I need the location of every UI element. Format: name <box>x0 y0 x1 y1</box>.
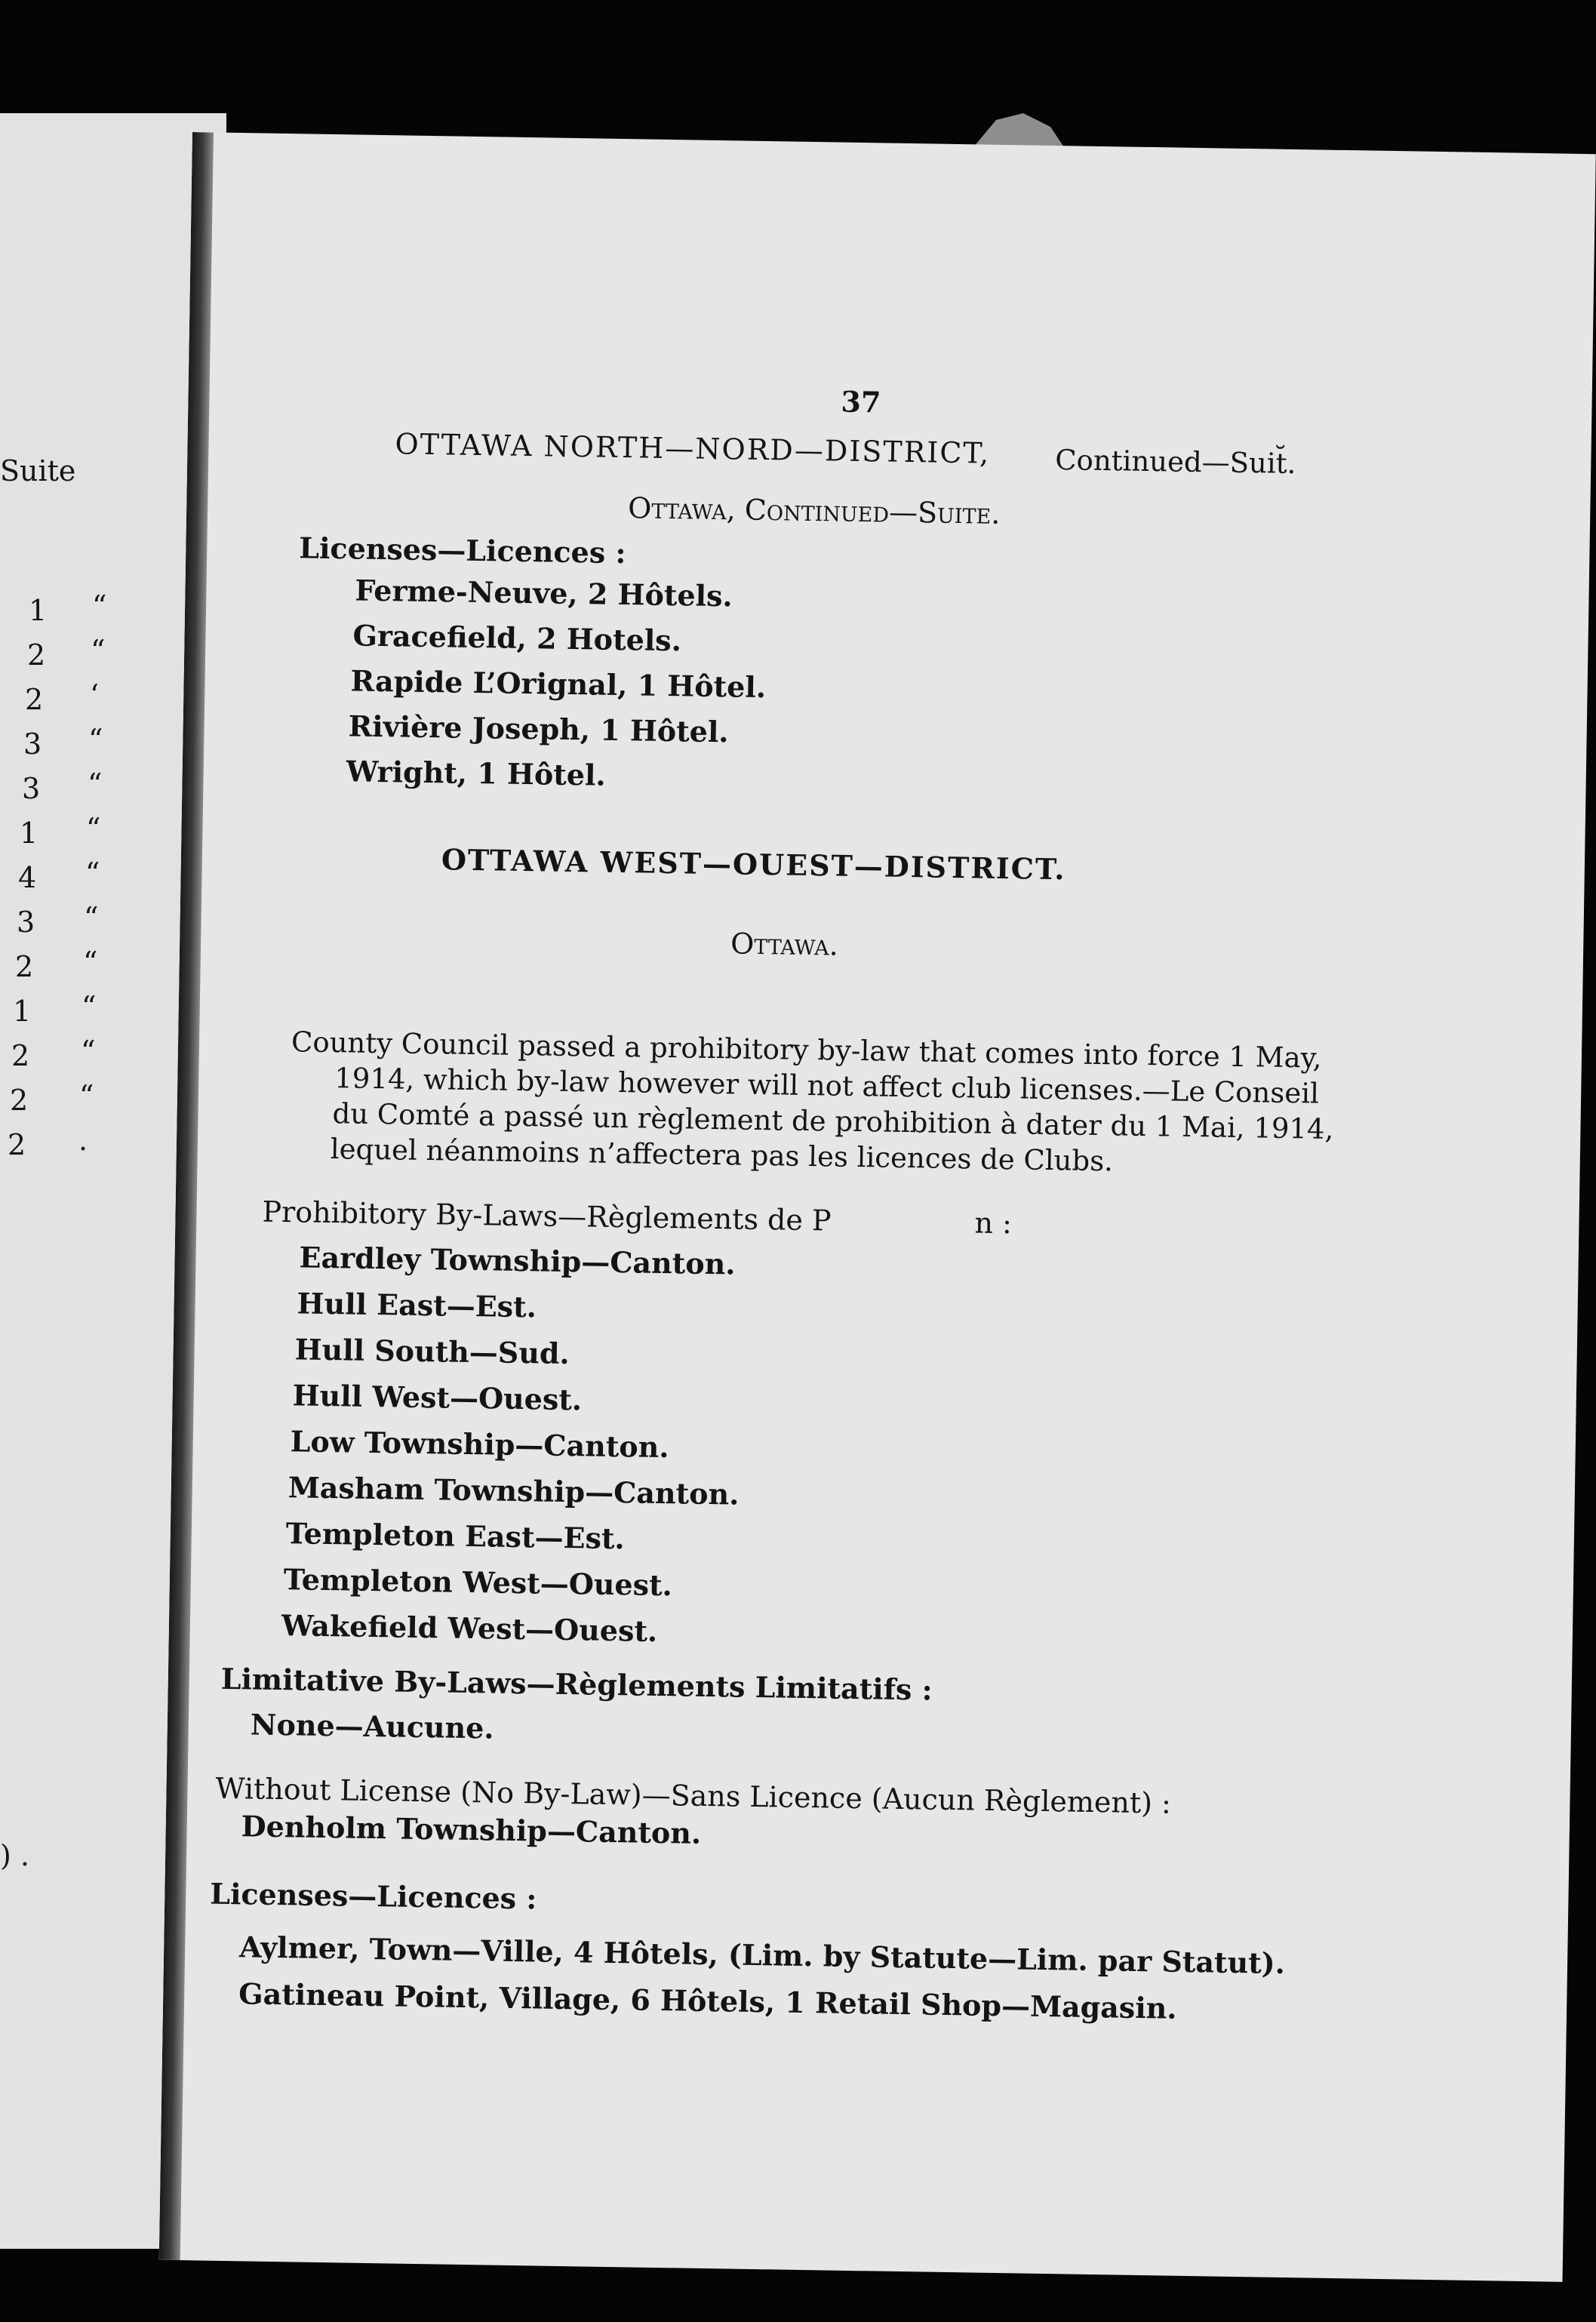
left-row-number: 3 <box>23 727 42 761</box>
left-row-number: 2 <box>10 1084 29 1117</box>
paragraph-line: du Comté a passé un règlement de prohibition à dater du 1 Mai, 1914, <box>332 1097 1334 1146</box>
prohibitory-entry: Hull South—Sud. <box>294 1332 570 1371</box>
north-district-heading-continued: Continued—Suit̆. <box>1054 444 1296 481</box>
left-row-ditto-mark: “ <box>84 901 99 934</box>
prohibitory-entry: Hull East—Est. <box>297 1286 537 1324</box>
left-row-number: 1 <box>13 995 32 1028</box>
paragraph-line: County Council passed a prohibitory by-law that comes into force 1 May, <box>291 1026 1322 1075</box>
left-row-ditto-mark: “ <box>85 857 100 890</box>
left-row-ditto-mark: “ <box>81 1035 96 1068</box>
left-row-ditto-mark: “ <box>81 990 97 1023</box>
paragraph-line: lequel néanmoins n’affectera pas les licences de Clubs. <box>330 1133 1114 1178</box>
left-row-ditto-mark: ‘ <box>90 678 100 712</box>
north-license-entry: Gracefield, 2 Hotels. <box>352 618 682 658</box>
left-row-number: 2 <box>27 638 46 672</box>
left-row-ditto-mark: “ <box>91 634 106 667</box>
suite-label: Suite <box>0 454 76 487</box>
left-row-ditto-mark: “ <box>88 723 103 756</box>
prohibitory-entry: Low Township—Canton. <box>290 1424 669 1465</box>
without-license-value: Denholm Township—Canton. <box>241 1809 702 1850</box>
prohibitory-label: Prohibitory By-Laws—Règlements de P n : <box>262 1195 1013 1241</box>
left-row-ditto-mark: “ <box>83 946 98 979</box>
north-license-entry: Ferme-Neuve, 2 Hôtels. <box>355 573 733 614</box>
left-page-bottom-mark: ) . <box>0 1839 29 1872</box>
binding-clip <box>973 113 1064 147</box>
left-row-ditto-mark: “ <box>88 767 103 801</box>
prohibitory-entry: Wakefield West—Ouest. <box>281 1608 658 1648</box>
left-row-ditto-mark: “ <box>92 589 107 623</box>
north-district-heading: OTTAWA NORTH—NORD—DISTRICT, <box>395 427 991 470</box>
limitative-label: Limitative By-Laws—Règlements Limitatifs : <box>220 1661 933 1707</box>
left-row-number: 2 <box>11 1039 30 1072</box>
limitative-value: None—Aucune. <box>250 1707 494 1745</box>
left-row-number: 2 <box>8 1128 26 1161</box>
left-row-ditto-mark: “ <box>86 812 101 845</box>
north-licenses-label: Licenses—Licences : <box>299 531 626 571</box>
prohibitory-entry: Hull West—Ouest. <box>292 1378 583 1417</box>
left-row-number: 3 <box>17 906 35 939</box>
left-row-number: 1 <box>29 594 48 627</box>
without-license-label: Without License (No By-Law)—Sans Licence (Aucun Règlement) : <box>215 1771 1172 1820</box>
prohibitory-entry: Masham Township—Canton. <box>288 1470 740 1512</box>
north-license-entry: Wright, 1 Hôtel. <box>346 754 606 792</box>
prohibitory-entry: Eardley Township—Canton. <box>299 1240 736 1281</box>
left-row-number: 1 <box>20 817 38 850</box>
page-37 <box>159 132 1596 2282</box>
west-district-heading: OTTAWA WEST—OUEST—DISTRICT. <box>441 842 1066 887</box>
north-subheading: Ottawa, Continued—Suite. <box>627 491 1001 531</box>
west-license-entry: Aylmer, Town—Ville, 4 Hôtels, (Lim. by Statute—Lim. par Statut). <box>238 1930 1286 1981</box>
west-subheading: Ottawa. <box>730 927 839 962</box>
paragraph-line: 1914, which by-law however will not affect club licenses.—Le Conseil <box>334 1062 1320 1110</box>
left-row-number: 3 <box>22 772 41 805</box>
left-row-ditto-mark: “ <box>79 1079 94 1112</box>
prohibitory-entry: Templeton East—Est. <box>285 1516 626 1556</box>
prohibitory-entry: Templeton West—Ouest. <box>283 1562 673 1603</box>
left-row-number: 4 <box>18 861 37 894</box>
page-number: 37 <box>841 384 881 420</box>
north-license-entry: Rapide L’Orignal, 1 Hôtel. <box>350 663 767 705</box>
north-license-entry: Rivière Joseph, 1 Hôtel. <box>348 709 729 749</box>
left-row-number: 2 <box>15 950 34 983</box>
left-row-ditto-mark: . <box>78 1124 88 1157</box>
west-licenses-label: Licenses—Licences : <box>209 1876 537 1916</box>
left-row-number: 2 <box>25 683 44 716</box>
west-license-entry: Gatineau Point, Village, 6 Hôtels, 1 Retail Shop—Magasin. <box>238 1976 1177 2025</box>
